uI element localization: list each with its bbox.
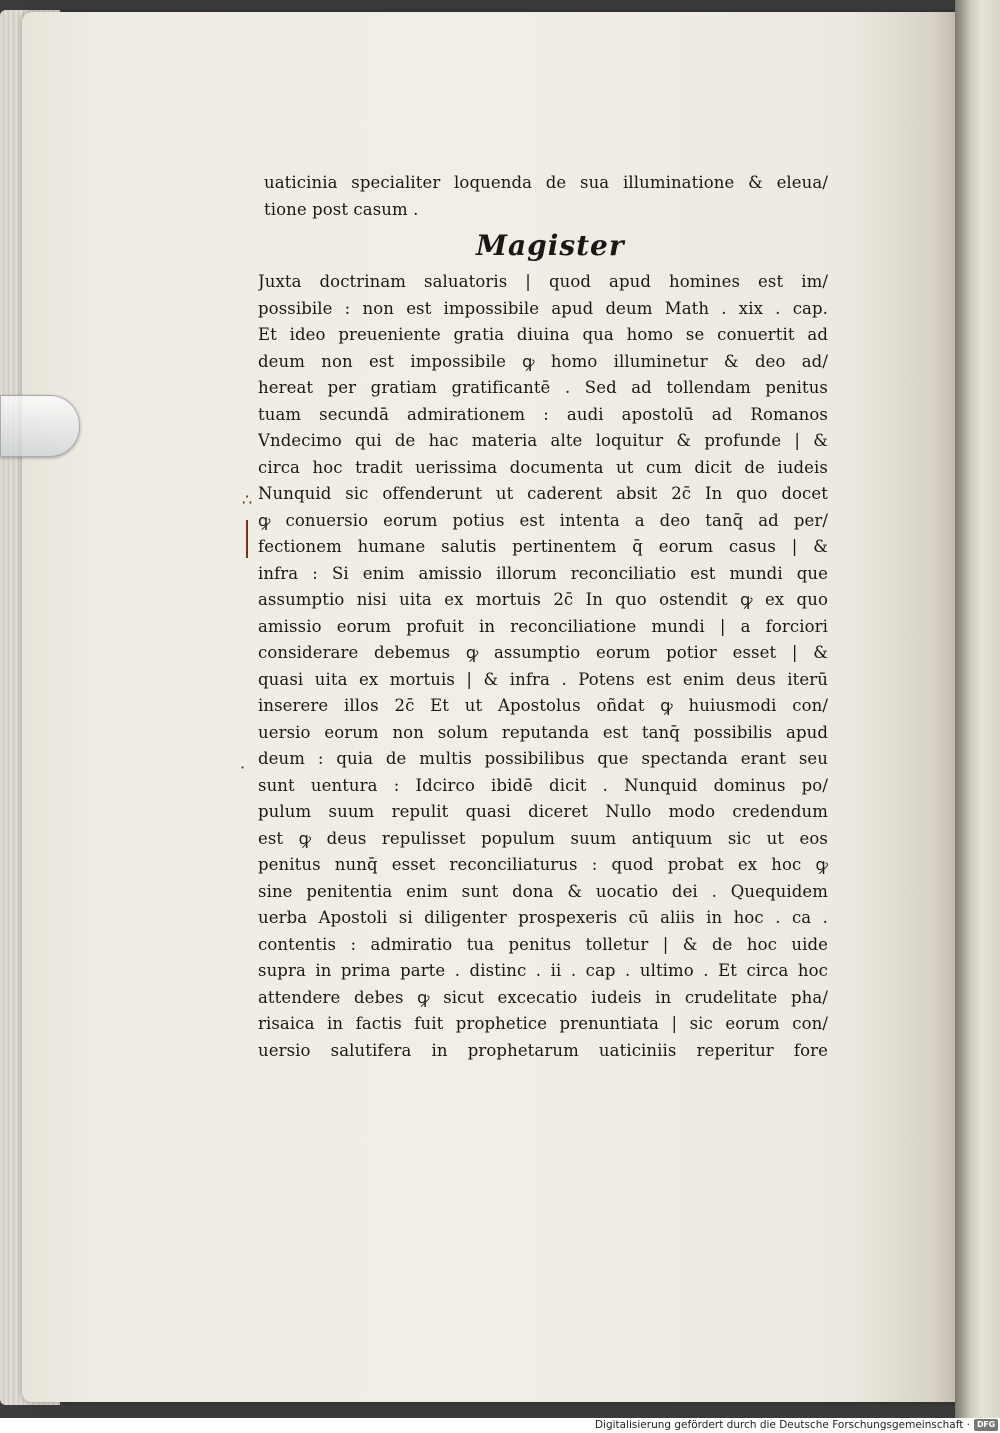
footer-credit-text: Digitalisierung gefördert durch die Deutsche Forschungsgemeinschaft · — [594, 1419, 970, 1431]
text-block — [258, 170, 828, 1064]
margin-mark-dots: ∴ — [242, 490, 253, 509]
text-line: pulum suum repulit quasi diceret Nullo modo credendum — [258, 802, 828, 821]
text-line: uersio salutifera in prophetarum uaticiniis reperitur fore — [258, 1040, 828, 1060]
text-line: Vndecimo qui de hac materia alte loquitur & profunde | & — [258, 431, 828, 450]
text-line: penitus nunq̄ esset reconciliaturus : quod probat ex hoc ꝙ — [258, 855, 828, 874]
margin-mark-dot: · — [240, 758, 246, 777]
text-line: possibile : non est impossibile apud deum Math . xix . cap. — [258, 298, 828, 318]
text-line: fectionem humane salutis pertinentem q̄ eorum casus | & — [258, 537, 828, 556]
text-line: deum : quia de multis possibilibus que spectanda erant seu — [258, 749, 828, 768]
body-text — [258, 269, 828, 1064]
text-line: hereat per gratiam gratificantē . Sed ad tollendam penitus — [258, 378, 828, 397]
text-line: uerba Apostoli si diligenter prospexeris cū aliis in hoc . ca . — [258, 908, 828, 927]
footer-credit — [0, 1418, 1000, 1433]
text-line: considerare debemus ꝙ assumptio eorum potior esset | & — [258, 643, 828, 662]
text-line: deum non est impossibile ꝙ homo illuminetur & deo ad/ — [258, 351, 828, 371]
margin-mark-rule — [246, 520, 248, 558]
text-line: Et ideo preueniente gratia diuina qua homo se conuertit ad — [258, 325, 828, 344]
text-line: Nunquid sic offenderunt ut caderent absit 2c̄ In quo docet — [258, 484, 828, 503]
text-line: Juxta doctrinam saluatoris | quod apud homines est im/ — [258, 272, 828, 291]
facing-page-gutter — [955, 0, 1000, 1418]
text-line: tuam secundā admirationem : audi apostolū ad Romanos — [258, 404, 828, 424]
text-line: circa hoc tradit uerissima documenta ut cum dicit de iudeis — [258, 457, 828, 477]
section-heading: Magister — [476, 229, 625, 262]
intro-line: uaticinia specialiter loquenda de sua illuminatione & eleua/ — [264, 173, 828, 192]
text-line: contentis : admiratio tua penitus tolletur | & de hoc uide — [258, 934, 828, 954]
text-line: uersio eorum non solum reputanda est tanq̄ possibilis apud — [258, 722, 828, 742]
text-line: infra : Si enim amissio illorum reconciliatio est mundi que — [258, 563, 828, 583]
dfg-logo: DFG — [974, 1419, 998, 1431]
text-line: risaica in factis fuit prophetice prenuntiata | sic eorum con/ — [258, 1014, 828, 1033]
text-line: sunt uentura : Idcirco ibidē dicit . Nunquid dominus po/ — [258, 775, 828, 795]
text-line: inserere illos 2c̄ Et ut Apostolus oñdat ꝙ huiusmodi con/ — [258, 696, 828, 715]
text-line: amissio eorum profuit in reconciliatione mundi | a forciori — [258, 616, 828, 636]
text-line: est ꝙ deus repulisset populum suum antiquum sic ut eos — [258, 828, 828, 848]
text-line: supra in prima parte . distinc . ii . cap . ultimo . Et circa hoc — [258, 961, 828, 980]
text-line: ꝙ conuersio eorum potius est intenta a deo tanq̄ ad per/ — [258, 510, 828, 530]
intro-lines — [264, 170, 828, 223]
text-line: attendere debes ꝙ sicut excecatio iudeis in crudelitate pha/ — [258, 987, 828, 1007]
text-line: quasi uita ex mortuis | & infra . Potens est enim deus iterū — [258, 669, 828, 689]
text-line: sine penitentia enim sunt dona & uocatio dei . Quequidem — [258, 881, 828, 901]
page-clip — [0, 395, 80, 457]
intro-line: tione post casum . — [264, 199, 419, 219]
text-line: assumptio nisi uita ex mortuis 2c̄ In quo ostendit ꝙ ex quo — [258, 590, 828, 609]
